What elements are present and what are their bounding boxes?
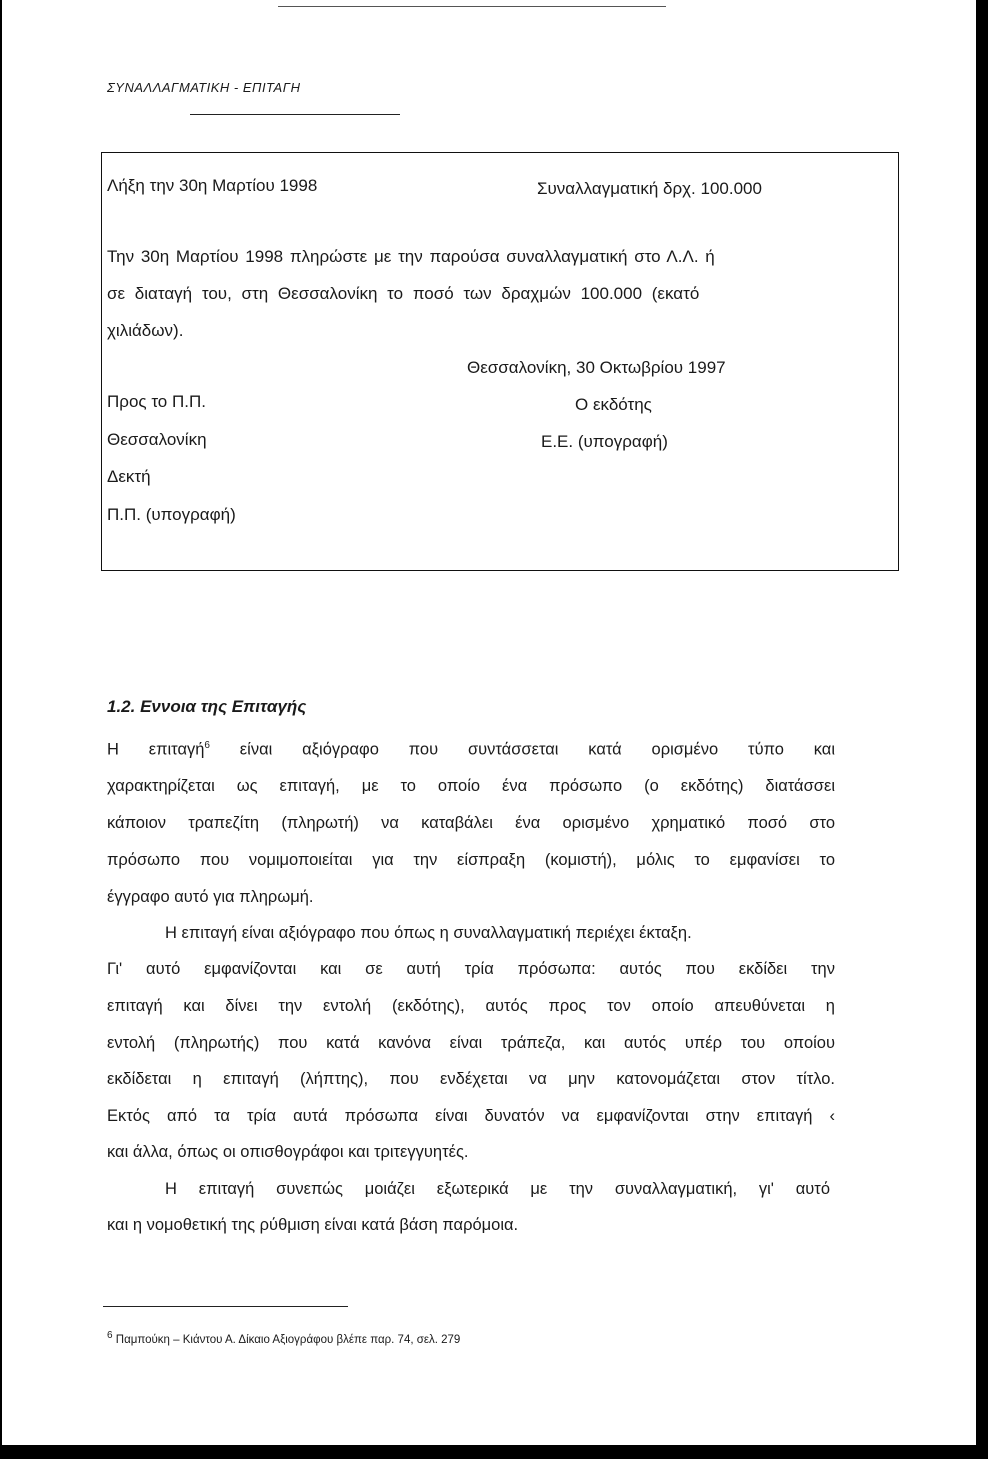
footnote-text: Παμπούκη – Κιάντου Α. Δίκαιο Αξιογράφου βλέπε παρ. 74, σελ. 279 bbox=[112, 1333, 461, 1346]
drawee-city: Θεσσαλονίκη bbox=[107, 430, 207, 449]
issuer-signature: Ε.Ε. (υπογραφή) bbox=[541, 432, 668, 451]
body-line: έγγραφο αυτό για πληρωμή. bbox=[107, 888, 314, 906]
scan-border-left bbox=[0, 0, 2, 1459]
payment-order-line-1: Την 30η Μαρτίου 1998 πληρώστε με την παρούσα συναλλαγματική στο Λ.Λ. ή bbox=[107, 247, 715, 266]
body-line: Γι' αυτό εμφανίζονται και σε αυτή τρία πρόσωπα: αυτός που εκδίδει την bbox=[107, 960, 835, 978]
body-line: εντολή (πληρωτής) που κατά κανόνα είναι τράπεζα, και αυτός υπέρ του οποίου bbox=[107, 1034, 835, 1052]
footnote bbox=[107, 1330, 460, 1346]
body-line: και άλλα, όπως οι οπισθογράφοι και τριτεγγυητές. bbox=[107, 1143, 469, 1161]
body-line: Η επιταγή συνεπώς μοιάζει εξωτερικά με την συναλλαγματική, γι' αυτό bbox=[165, 1180, 830, 1198]
body-line: πρόσωπο που νομιμοποιείται για την είσπραξη (κομιστή), μόλις το εμφανίσει το bbox=[107, 851, 835, 869]
issuer-label: Ο εκδότης bbox=[575, 395, 652, 414]
maturity-date: Λήξη την 30η Μαρτίου 1998 bbox=[107, 176, 318, 195]
body-line: εκδίδεται η επιταγή (λήπτης), που ενδέχεται να μην κατονομάζεται στον τίτλο. bbox=[107, 1070, 835, 1088]
body-line: και η νομοθετική της ρύθμιση είναι κατά βάση παρόμοια. bbox=[107, 1216, 519, 1234]
top-rule bbox=[278, 6, 666, 7]
header-underline bbox=[190, 114, 400, 115]
footnote-mark: 6 bbox=[107, 1330, 113, 1341]
body-line: Εκτός από τα τρία αυτά πρόσωπα είναι δυνατόν να εμφανίζονται στην επιταγή ‹ bbox=[107, 1107, 835, 1125]
body-line: κάποιον τραπεζίτη (πληρωτή) να καταβάλει ένα ορισμένο χρηματικό ποσό στο bbox=[107, 814, 835, 832]
acceptance-mark: Δεκτή bbox=[107, 467, 151, 486]
body-line bbox=[107, 740, 835, 760]
scan-border-bottom bbox=[0, 1445, 988, 1459]
body-text: είναι αξιόγραφο που συντάσσεται κατά ορισμένο τύπο και bbox=[209, 740, 836, 759]
place-and-date: Θεσσαλονίκη, 30 Οκτωβρίου 1997 bbox=[467, 358, 726, 377]
drawee-label: Προς το Π.Π. bbox=[107, 392, 206, 411]
body-line: Η επιταγή είναι αξιόγραφο που όπως η συναλλαγματική περιέχει έκταξη. bbox=[165, 924, 692, 942]
body-line: επιταγή και δίνει την εντολή (εκδότης), αυτός προς τον οποίο απευθύνεται η bbox=[107, 997, 835, 1015]
footnote-separator bbox=[103, 1306, 348, 1307]
payment-order-line-3: χιλιάδων). bbox=[107, 321, 184, 340]
body-text: Η επιταγή bbox=[107, 740, 205, 759]
bill-amount: Συναλλαγματική δρχ. 100.000 bbox=[537, 179, 762, 198]
footnote-ref: 6 bbox=[204, 740, 210, 751]
scan-border-right bbox=[976, 0, 988, 1459]
body-line: χαρακτηρίζεται ως επιταγή, με το οποίο ένα πρόσωπο (ο εκδότης) διατάσσει bbox=[107, 777, 835, 795]
running-header: ΣΥΝΑΛΛΑΓΜΑΤΙΚΗ - ΕΠΙΤΑΓΗ bbox=[107, 80, 301, 95]
section-heading: 1.2. Εννοια της Επιταγής bbox=[107, 697, 307, 716]
drawee-signature: Π.Π. (υπογραφή) bbox=[107, 505, 236, 524]
payment-order-line-2: σε διαταγή του, στη Θεσσαλονίκη το ποσό των δραχμών 100.000 (εκατό bbox=[107, 284, 700, 303]
